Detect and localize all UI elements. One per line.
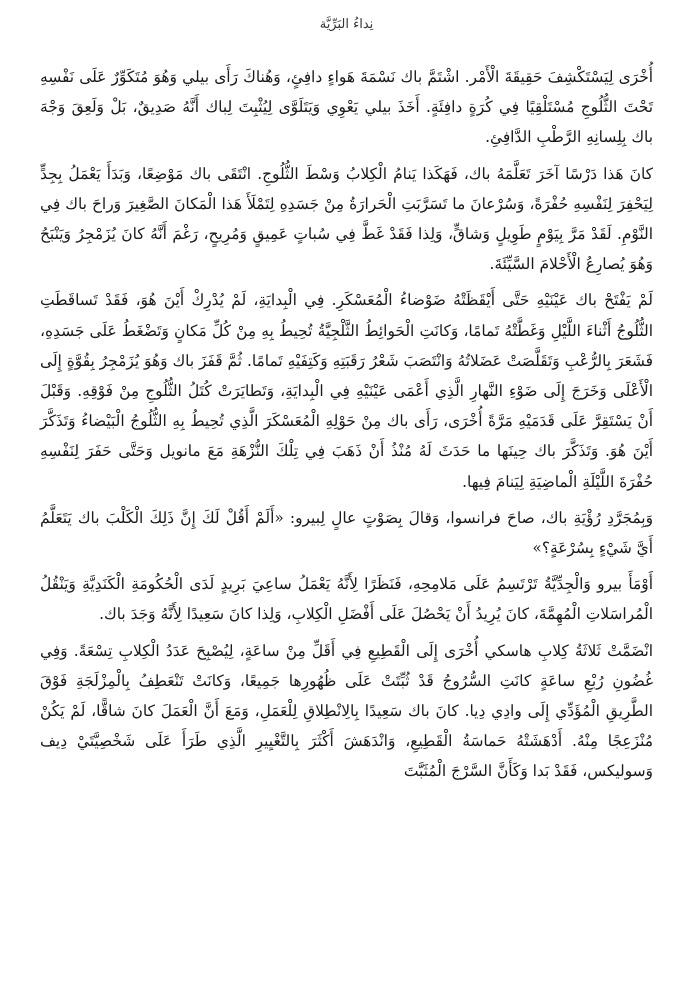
paragraph: وَبِمُجَرَّدِ رُؤْيَةِ باك، صاحَ فرانسوا، وَقالَ بِصَوْتٍ عالٍ لِبيرو: «أَلَمْ أَقُلْ لَكَ إِنَّ ذَلِكَ الْكَلْبَ باك يَتَعَلَّمُ أَيَّ شَيْءٍ بِسُرْعَةٍ؟» — [40, 508, 653, 558]
paragraph: أَوْمَأَ بيرو وَالْجِدِّيَّةُ تَرْتَسِمُ عَلَى مَلامِحِهِ، فَنَظَرًا لِأَنَّهُ يَعْمَلُ ساعِيَ بَرِيدٍ لَدَى الْحُكُومَةِ الْكَنَدِيَّةِ وَيَنْقُلُ الْمُراسَلاتِ الْمُهِمَّةَ، كانَ يُرِيدُ أَنْ يَحْصُلَ عَلَى أَفْضَلِ الْكِلابِ، وَلِذا كانَ سَعِيدًا لِأَنَّهُ وَجَدَ باك. — [40, 575, 653, 624]
paragraph: كانَ هَذا دَرْسًا آخَرَ تَعَلَّمَهُ باك، فَهَكَذا يَنامُ الْكِلابُ وَسْطَ الثُّلُوجِ. انْتَقَى باك مَوْضِعًا، وَبَدَأَ يَعْمَلُ بِجِدٍّ لِيَحْفِرَ لِنَفْسِهِ حُفْرَةً، وَسُرْعانَ ما تَسَرَّبَتِ الْحَرارَةُ مِنْ جَسَدِهِ لِتَمْلَأَ هَذا الْمَكانَ الصَّغِيرَ وَراحَ باك فِي النَّوْمِ. لَقَدْ مَرَّ بِيَوْمٍ طَوِيلٍ وَشاقٍّ، وَلِذا فَقَدْ غَطَّ فِي سُباتٍ عَمِيقٍ وَمُرِيحٍ، رَغْمَ أَنَّهُ كانَ يُزَمْجِرُ وَيَنْبَحُ وَهُوَ يُصارِعُ الْأَحْلامَ السَّيِّئَةَ. — [40, 164, 653, 274]
paragraph: انْضَمَّتْ ثَلاثَةُ كِلابِ هاسكي أُخْرَى إِلَى الْقَطِيعِ فِي أَقَلِّ مِنْ ساعَةٍ، لِيُصْبِحَ عَدَدُ الْكِلابِ تِسْعَةً. وَفِي غُضُونِ رُبْعِ ساعَةٍ كانَتِ السُّرُوجُ قَدْ ثُبِّتَتْ عَلَى ظُهُورِها جَمِيعًا، وَكانَتْ تَنْعَطِفُ بِالْمِزْلَجَةِ فَوْقَ الطَّرِيقِ الْمُؤَدِّي إِلَى وادِي دِيا. كانَ باك سَعِيدًا بِالِانْطِلاقِ لِلْعَمَلِ، وَمَعَ أَنَّ الْعَمَلَ كانَ شاقًّا، لَمْ يَكُنْ مُنْزَعِجًا مِنْهُ. أَدْهَشَتْهُ حَماسَةُ الْقَطِيعِ، وَانْدَهَشَ أَكْثَرَ بِالتَّغْيِيرِ الَّذِي طَرَأَ عَلَى شَخْصِيَّتَيْ دِيف وَسوليكس، فَقَدْ بَدا وَكَأَنَّ السَّرْجَ الْمُثَبَّتَ — [40, 641, 653, 781]
body-text — [40, 62, 653, 787]
paragraph: أُخْرَى لِيَسْتَكْشِفَ حَقِيقَةَ الْأَمْر. اشْتَمَّ باك نَسْمَةَ هَواءٍ دافِئٍ، وَهُناكَ رَأَى بيلي وَهُوَ مُتَكَوِّرٌ عَلَى نَفْسِهِ تَحْتَ الثُّلُوجِ مُسْتَلْقِيًا فِي كُرَةٍ دافِئَةٍ. أَخَذَ بيلي يَعْوِي وَيَتَلَوَّى لِيُثْبِتَ لِباك أَنَّهُ صَدِيقٌ، بَلْ وَلَعِقَ وَجْهَ باك بِلِسانِهِ الرَّطْبِ الدَّافِئِ. — [40, 68, 653, 147]
running-header: نِداءُ البَرِّيَّة — [319, 17, 374, 32]
paragraph: لَمْ يَفْتَحْ باك عَيْنَيْهِ حَتَّى أَيْقَظَتْهُ ضَوْضاءُ الْمُعَسْكَرِ. فِي الْبِدايَةِ، لَمْ يُدْرِكْ أَيْنَ هُوَ، فَقَدْ تَساقَطَتِ الثُّلُوجُ أَثْناءَ اللَّيْلِ وَغَطَّتْهُ تَمامًا، وَكانَتِ الْحَوائِطُ الثَّلْجِيَّةُ تُحِيطُ بِهِ مِنْ كُلِّ مَكانٍ وَتَضْغَطُ عَلَى جَسَدِهِ، فَشَعَرَ بِالرُّعْبِ وَتَقَلَّصَتْ عَضَلاتُهُ وَانْتَصَبَ شَعْرُ رَقَبَتِهِ وَكَتِفَيْهِ تَمامًا. ثُمَّ قَفَزَ باك وَهُوَ يُزَمْجِرُ بِقُوَّةٍ إِلَى الْأَعْلَى وَخَرَجَ إِلَى ضَوْءِ النَّهارِ الَّذِي أَعْمَى عَيْنَيْهِ فِي الْبِدايَةِ، وَتَطايَرَتْ كُتَلُ الثُّلُوجِ مِنْ فَوْقِهِ. وَقَبْلَ أَنْ يَسْتَقِرَّ عَلَى قَدَمَيْهِ مَرَّةً أُخْرَى، رَأَى باك مِنْ حَوْلِهِ الْمُعَسْكَرَ الَّذِي تُحِيطُ بِهِ الثُّلُوجُ الْبَيْضاءُ وَتَذَكَّرَ أَيْنَ هُوَ. وَتَذَكَّرَ باك حِينَها ما حَدَثَ لَهُ مُنْذُ أَنْ ذَهَبَ فِي تِلْكَ النُّزْهَةِ مَعَ مانويل وَحَتَّى حَفَرَ لِنَفْسِهِ حُفْرَةَ اللَّيْلَةِ الْماضِيَةِ لِيَنامَ فِيها. — [40, 291, 653, 491]
